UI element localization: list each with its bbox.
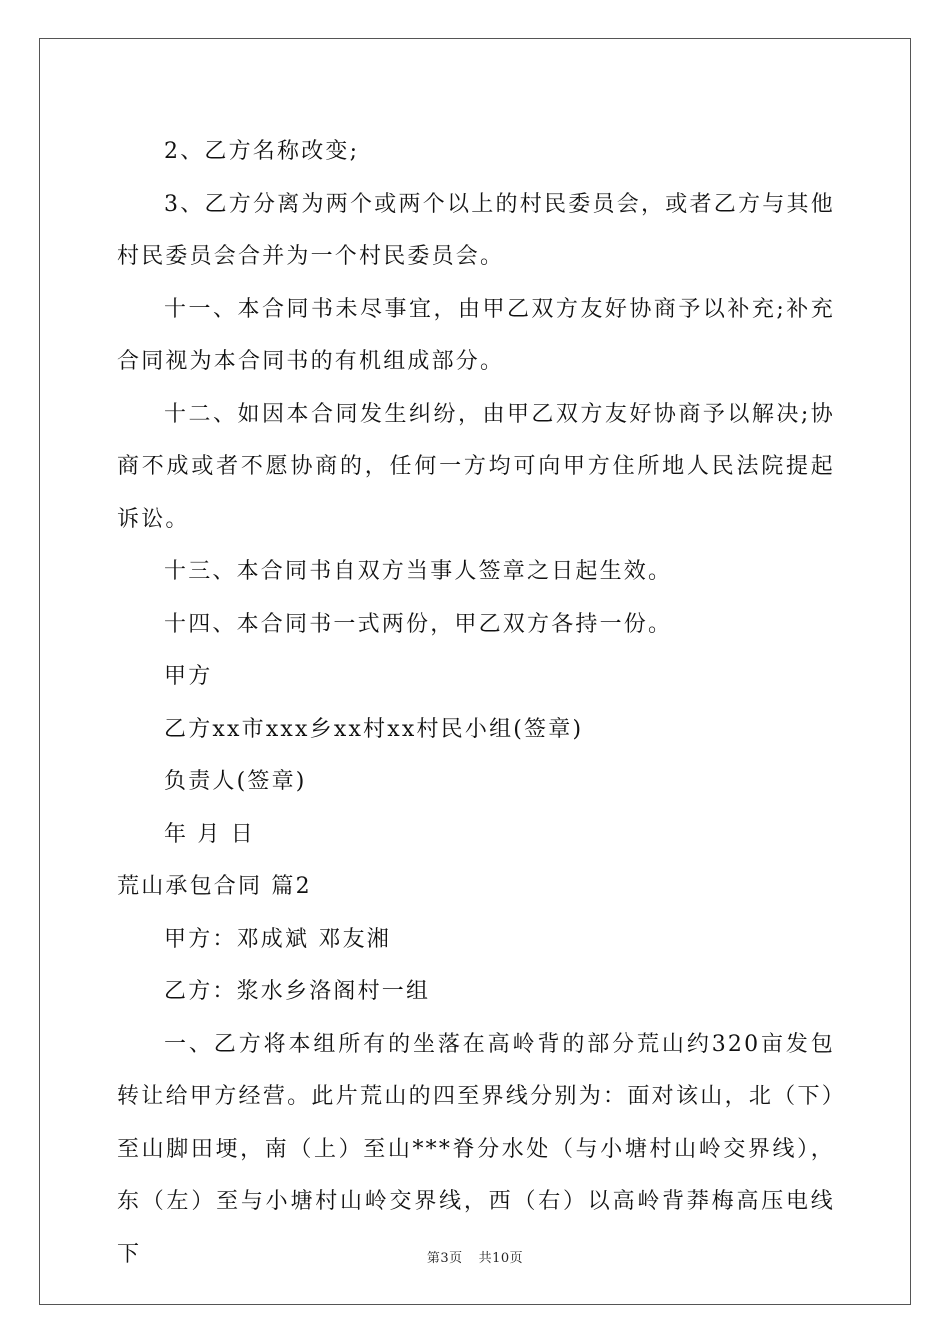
paragraph: 3、乙方分离为两个或两个以上的村民委员会，或者乙方与其他村民委员会合并为一个村民委员会。 bbox=[117, 191, 835, 269]
party-a-line: 甲方：邓成斌 邓友湘 bbox=[164, 926, 391, 952]
signature-responsible-person: 负责人(签章) bbox=[164, 769, 307, 794]
signature-party-a: 甲方 bbox=[164, 664, 213, 689]
paragraph: 十四、本合同书一式两份，甲乙双方各持一份。 bbox=[164, 611, 673, 637]
party-b-line: 乙方：浆水乡洛阁村一组 bbox=[164, 979, 431, 1004]
document-body bbox=[117, 126, 835, 1281]
section-heading: 荒山承包合同 篇2 bbox=[117, 874, 312, 899]
paragraph: 十三、本合同书自双方当事人签章之日起生效。 bbox=[164, 559, 673, 584]
page-number: 第3页 bbox=[426, 1251, 463, 1266]
paragraph: 十二、如因本合同发生纠纷，由甲乙双方友好协商予以解决;协商不成或者不愿协商的，任何一方均可向甲方住所地人民法院提起诉讼。 bbox=[117, 401, 835, 532]
signature-date: 年 月 日 bbox=[164, 821, 255, 847]
paragraph: 一、乙方将本组所有的坐落在高岭背的部分荒山约320亩发包转让给甲方经营。此片荒山的四至界线分别为：面对该山，北（下）至山脚田埂，南（上）至山***脊分水处（与小塘村山岭交界线），东（左）至与小塘村山岭交界线，西（右）以高岭背莽梅高压电线下 bbox=[117, 1031, 835, 1267]
page-total: 共10页 bbox=[478, 1251, 524, 1266]
paragraph: 2、乙方名称改变; bbox=[164, 139, 360, 164]
paragraph: 十一、本合同书未尽事宜，由甲乙双方友好协商予以补充;补充合同视为本合同书的有机组成部分。 bbox=[117, 296, 835, 374]
signature-party-b: 乙方xx市xxx乡xx村xx村民小组(签章) bbox=[164, 716, 584, 742]
page-footer bbox=[0, 1247, 950, 1266]
